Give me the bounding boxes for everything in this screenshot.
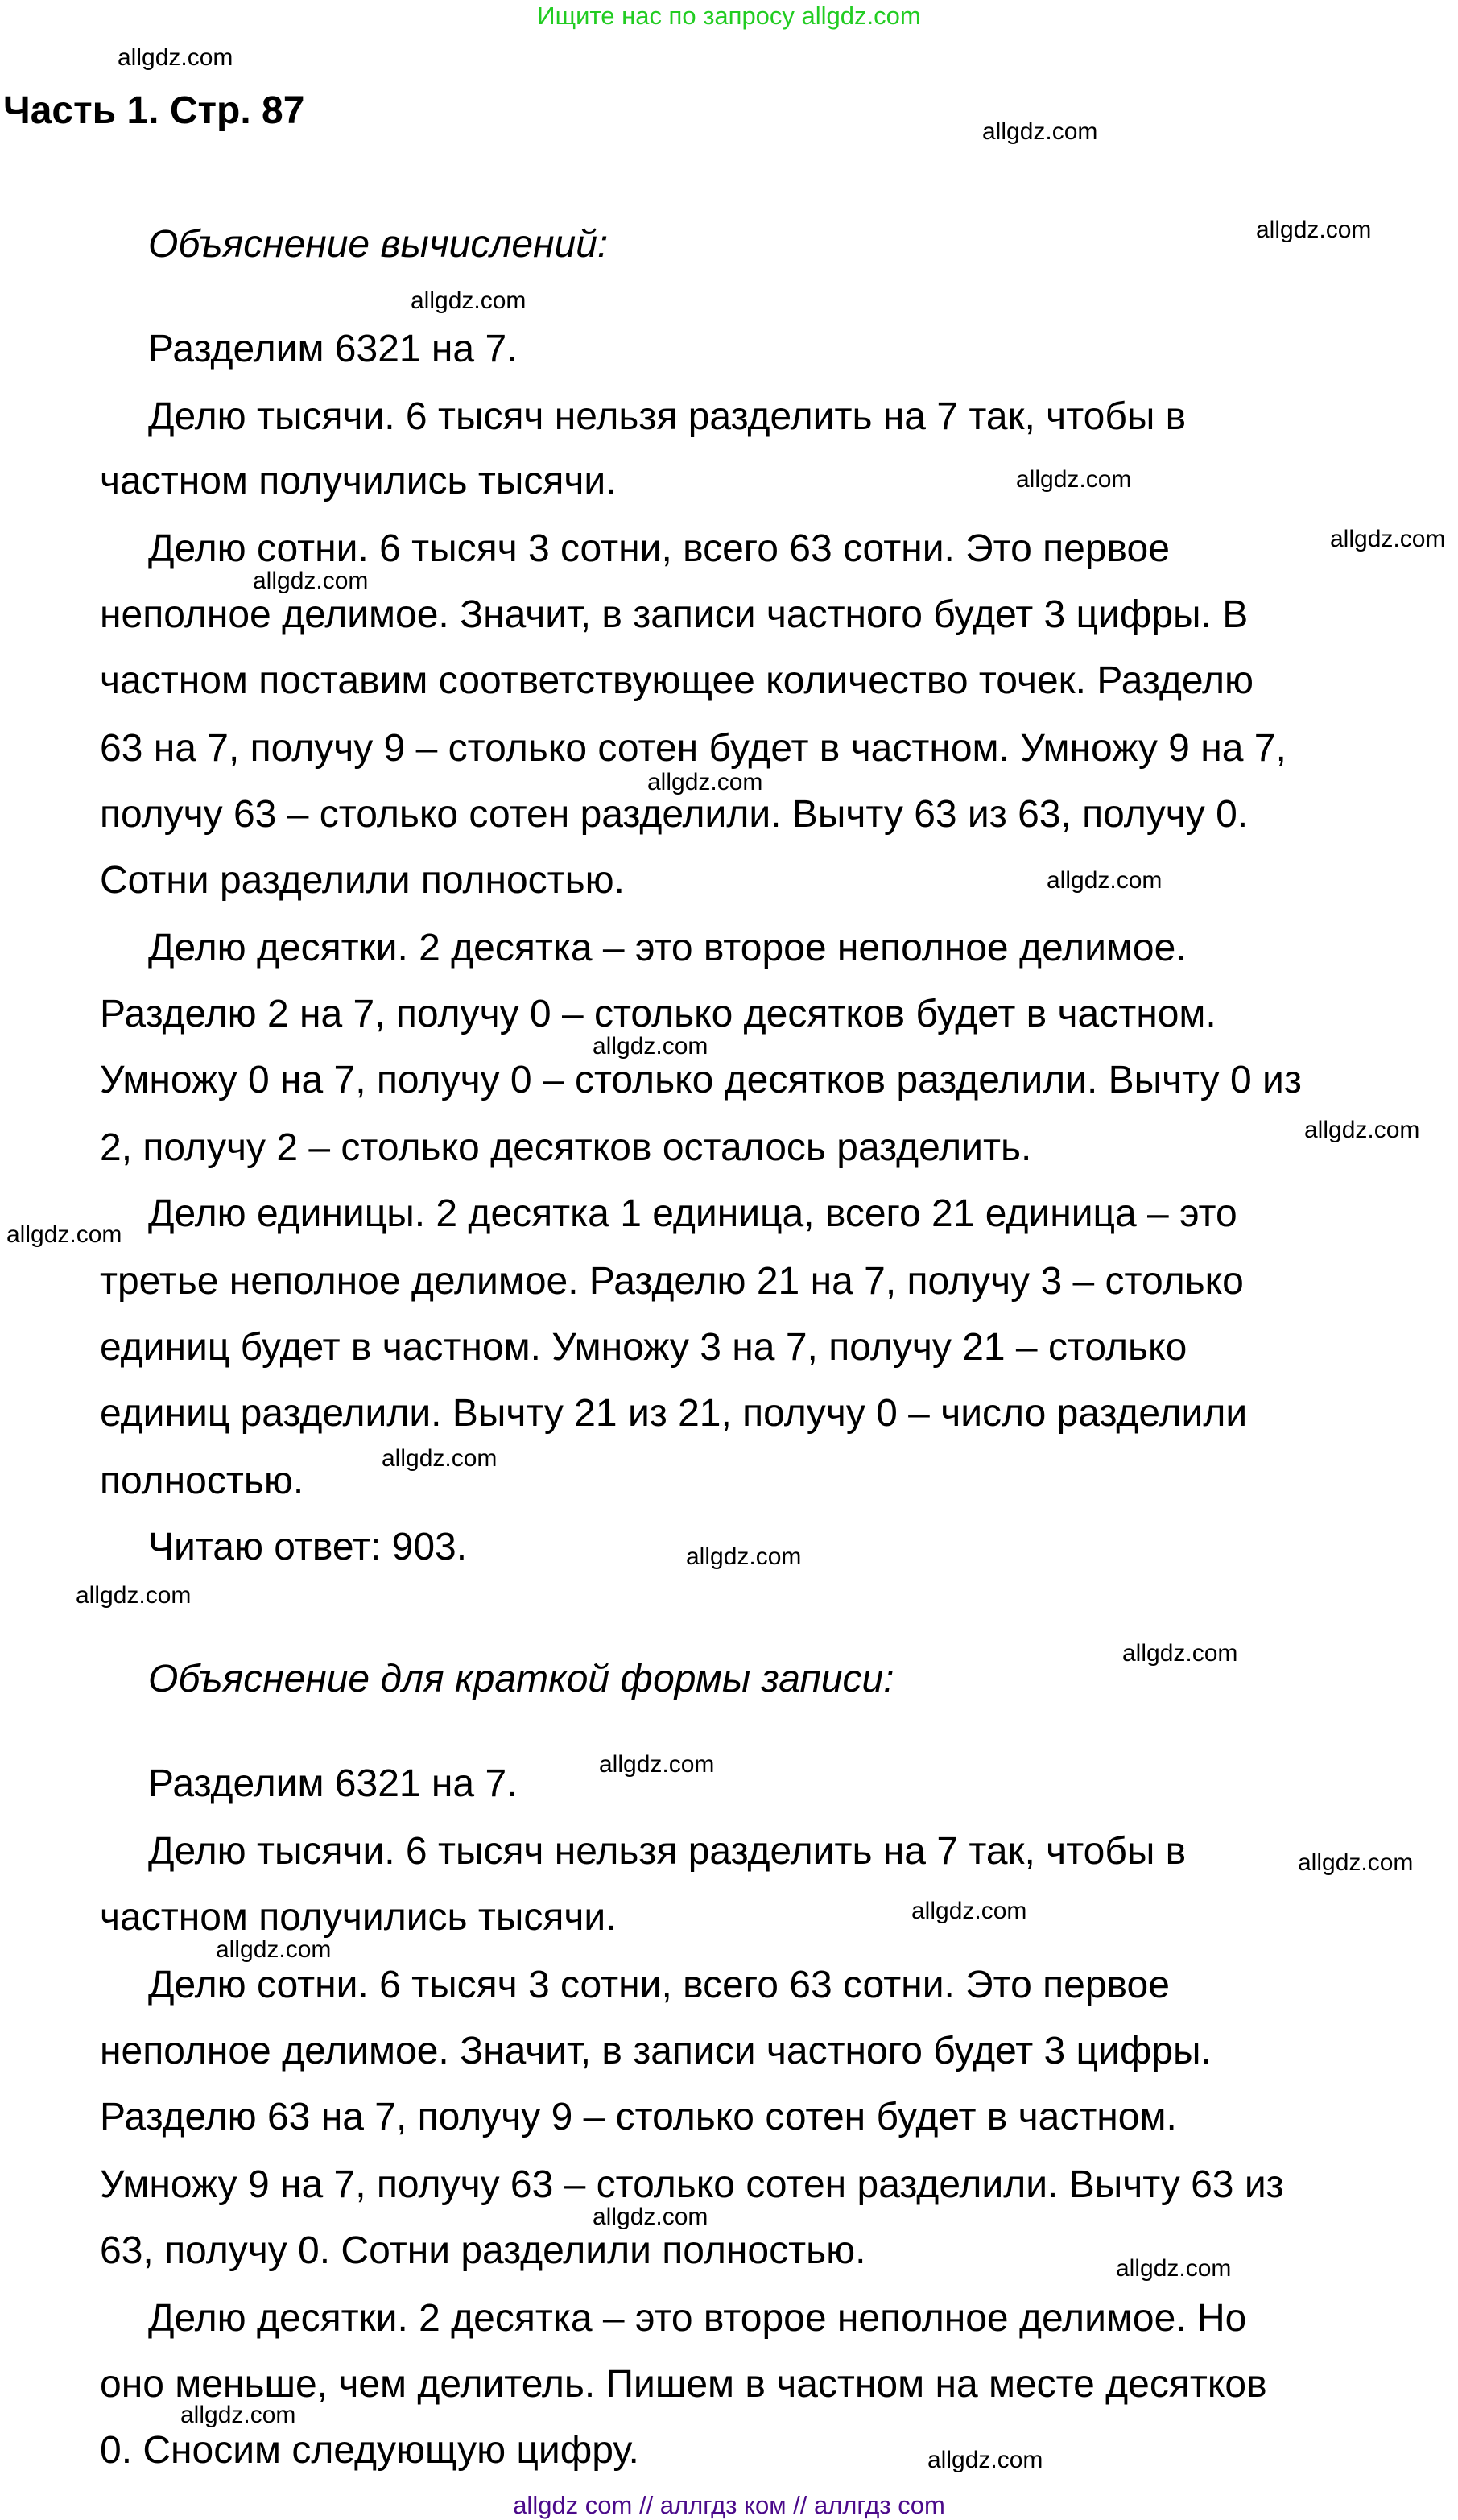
text-line: 63, получу 0. Сотни разделили полностью. bbox=[100, 2229, 866, 2272]
watermark-text: allgdz.com bbox=[982, 118, 1098, 145]
watermark-text: allgdz.com bbox=[1256, 217, 1372, 243]
page-title: Часть 1. Стр. 87 bbox=[3, 89, 305, 132]
text-line: Делю сотни. 6 тысяч 3 сотни, всего 63 сотни. Это первое bbox=[148, 1964, 1170, 2006]
text-line: Делю тысячи. 6 тысяч нельзя разделить на 7 так, чтобы в bbox=[148, 395, 1187, 438]
text-line: 0. Сносим следующую цифру. bbox=[100, 2429, 639, 2472]
text-line: Разделю 2 на 7, получу 0 – столько десятков будет в частном. bbox=[100, 993, 1216, 1035]
text-line: Делю десятки. 2 десятка – это второе неполное делимое. Но bbox=[148, 2297, 1247, 2340]
text-line: Сотни разделили полностью. bbox=[100, 859, 626, 902]
watermark-text: allgdz.com bbox=[253, 568, 369, 594]
watermark-text: allgdz.com bbox=[1122, 1640, 1238, 1667]
text-line: полностью. bbox=[100, 1460, 304, 1502]
text-line: Разделю 63 на 7, получу 9 – столько сотен будет в частном. bbox=[100, 2096, 1177, 2138]
text-line: получу 63 – столько сотен разделили. Вычту 63 из 63, получу 0. bbox=[100, 793, 1249, 836]
text-line: 2, получу 2 – столько десятков осталось разделить. bbox=[100, 1126, 1032, 1169]
watermark-text: allgdz.com bbox=[1330, 526, 1446, 552]
text-line: частном поставим соответствующее количество точек. Разделю bbox=[100, 659, 1254, 702]
text-line: Делю десятки. 2 десятка – это второе неполное делимое. bbox=[148, 927, 1187, 969]
text-line: Умножу 9 на 7, получу 63 – столько сотен разделили. Вычту 63 из bbox=[100, 2163, 1284, 2206]
text-line: Читаю ответ: 903. bbox=[148, 1526, 468, 1568]
watermark-text: allgdz.com bbox=[686, 1543, 802, 1570]
watermark-text: allgdz.com bbox=[927, 2447, 1043, 2473]
watermark-text: allgdz.com bbox=[599, 1751, 715, 1778]
watermark-text: allgdz.com bbox=[911, 1898, 1027, 1924]
text-line: единиц будет в частном. Умножу 3 на 7, получу 21 – столько bbox=[100, 1326, 1187, 1369]
text-line: единиц разделили. Вычту 21 из 21, получу 0 – число разделили bbox=[100, 1392, 1248, 1435]
text-line: Делю тысячи. 6 тысяч нельзя разделить на 7 так, чтобы в bbox=[148, 1830, 1187, 1873]
watermark-text: allgdz.com bbox=[411, 287, 527, 314]
text-line: частном получились тысячи. bbox=[100, 460, 617, 502]
watermark-text: allgdz.com bbox=[118, 44, 233, 71]
watermark-text: allgdz.com bbox=[180, 2402, 296, 2428]
footer-watermark: allgdz com // аллгдз ком // аллгдз com bbox=[513, 2491, 945, 2519]
text-line: третье неполное делимое. Разделю 21 на 7, получу 3 – столько bbox=[100, 1260, 1244, 1303]
watermark-text: allgdz.com bbox=[1298, 1849, 1414, 1876]
watermark-text: allgdz.com bbox=[76, 1582, 192, 1609]
search-hint-banner: Ищите нас по запросу allgdz.com bbox=[537, 2, 921, 30]
watermark-text: allgdz.com bbox=[593, 2204, 708, 2230]
watermark-text: allgdz.com bbox=[1304, 1117, 1420, 1143]
text-line: Делю единицы. 2 десятка 1 единица, всего 21 единица – это bbox=[148, 1192, 1237, 1235]
watermark-text: allgdz.com bbox=[593, 1033, 708, 1060]
text-line: неполное делимое. Значит, в записи частного будет 3 цифры. В bbox=[100, 593, 1249, 636]
watermark-text: allgdz.com bbox=[216, 1936, 332, 1963]
watermark-text: allgdz.com bbox=[1116, 2255, 1232, 2282]
watermark-text: allgdz.com bbox=[1047, 867, 1163, 894]
text-line: неполное делимое. Значит, в записи частного будет 3 цифры. bbox=[100, 2030, 1212, 2072]
section-heading: Объяснение вычислений: bbox=[148, 223, 609, 266]
watermark-text: allgdz.com bbox=[647, 769, 763, 795]
text-line: Делю сотни. 6 тысяч 3 сотни, всего 63 сотни. Это первое bbox=[148, 527, 1170, 570]
watermark-text: allgdz.com bbox=[382, 1445, 498, 1472]
text-line: оно меньше, чем делитель. Пишем в частном на месте десятков bbox=[100, 2363, 1267, 2406]
watermark-text: allgdz.com bbox=[1016, 466, 1132, 493]
text-line: Разделим 6321 на 7. bbox=[148, 1762, 518, 1805]
text-line: Разделим 6321 на 7. bbox=[148, 328, 518, 370]
section-heading: Объяснение для краткой формы записи: bbox=[148, 1658, 894, 1700]
watermark-text: allgdz.com bbox=[6, 1221, 122, 1248]
text-line: 63 на 7, получу 9 – столько сотен будет в частном. Умножу 9 на 7, bbox=[100, 727, 1287, 770]
text-line: Умножу 0 на 7, получу 0 – столько десятков разделили. Вычту 0 из bbox=[100, 1059, 1302, 1101]
text-line: частном получились тысячи. bbox=[100, 1896, 617, 1939]
